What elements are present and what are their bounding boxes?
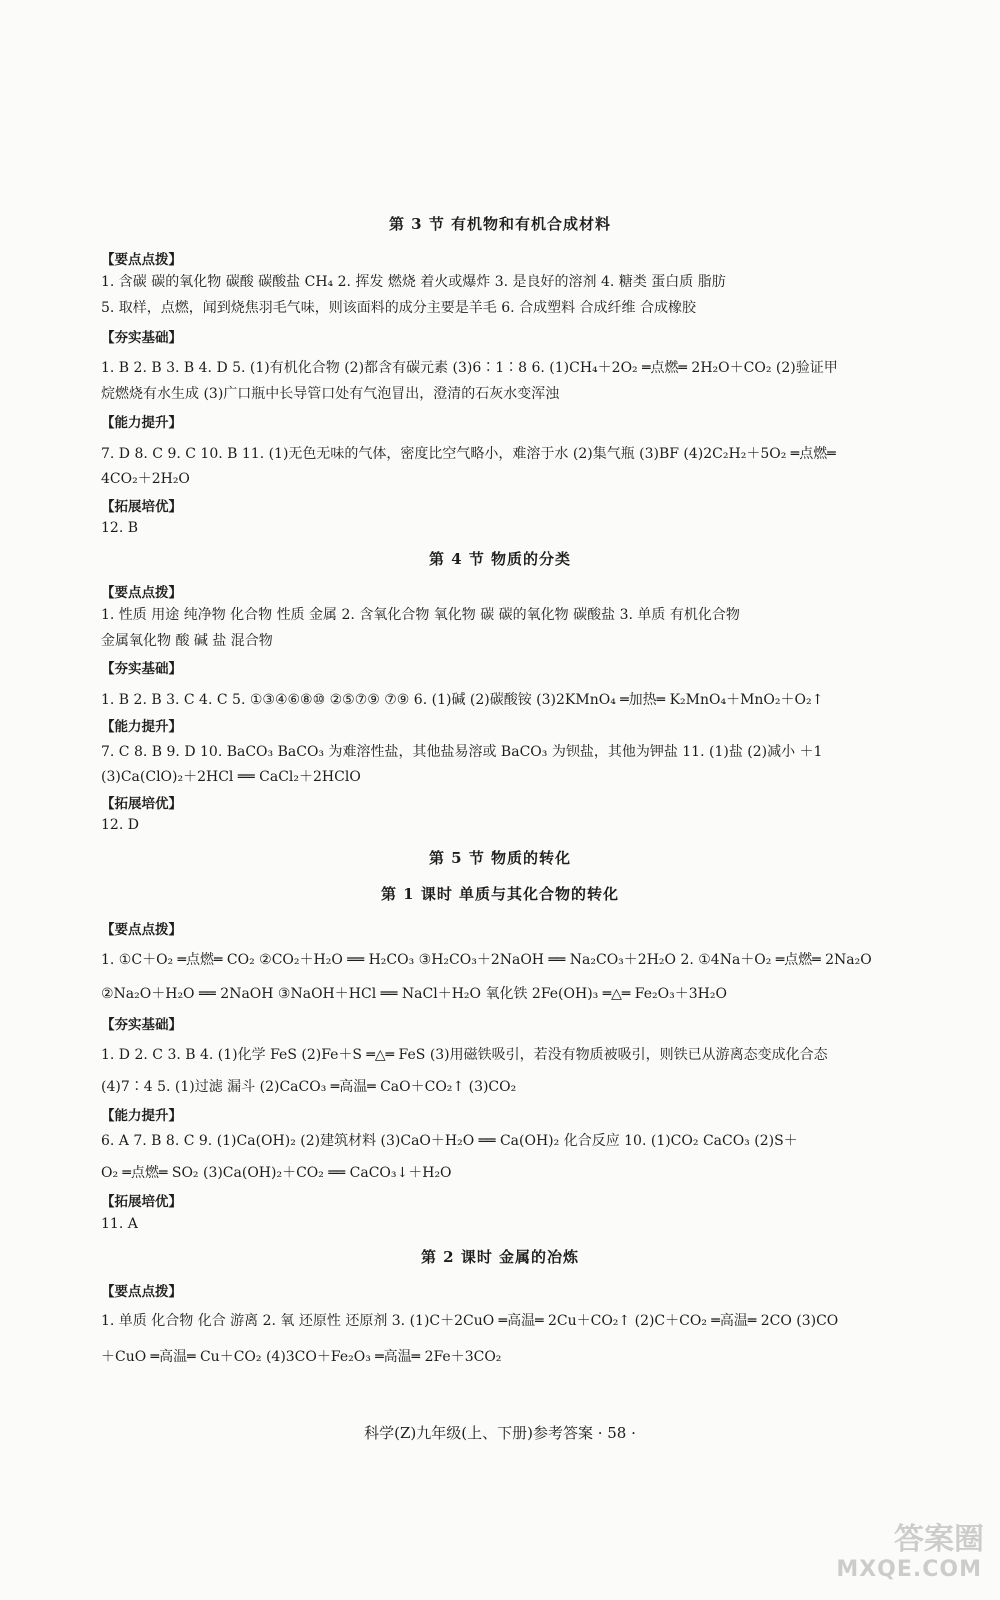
c1-line-1: 1. ①C＋O₂ ═点燃═ CO₂ ②CO₂＋H₂O ══ H₂CO₃ ③H₂CO₃＋2NaOH ══ Na₂CO₃＋2H₂O 2. ①4Na＋O₂ ═点燃═ 2Na₂O (101, 952, 872, 968)
s3-line-5: 7. D 8. C 9. C 10. B 11. (1)无色无味的气体，密度比空气略小，难溶于水 (2)集气瓶 (3)BF (4)2C₂H₂＋5O₂ ═点燃═ (101, 446, 836, 462)
s3-tag-key-points: 【要点点拨】 (101, 252, 182, 268)
section-3-title: 第 3 节 有机物和有机合成材料 (388, 215, 612, 233)
s4-line-2: 金属氧化物 酸 碱 盐 混合物 (101, 633, 273, 649)
c2-line-2: ＋CuO ═高温═ Cu＋CO₂ (4)3CO＋Fe₂O₃ ═高温═ 2Fe＋3CO₂ (101, 1349, 502, 1365)
c1-line-7: 11. A (101, 1216, 138, 1232)
s3-line-6: 4CO₂＋2H₂O (101, 471, 190, 487)
c1-line-4: (4)7∶4 5. (1)过滤 漏斗 (2)CaCO₃ ═高温═ CaO＋CO₂↑ (3)CO₂ (101, 1079, 517, 1095)
s3-line-2: 5. 取样，点燃，闻到烧焦羽毛气味，则该面料的成分主要是羊毛 6. 合成塑料 合成纤维 合成橡胶 (101, 300, 696, 316)
c2-line-1: 1. 单质 化合物 化合 游离 2. 氧 还原性 还原剂 3. (1)C＋2CuO ═高温═ 2Cu＋CO₂↑ (2)C＋CO₂ ═高温═ 2CO (3)CO (101, 1313, 839, 1329)
section-4-title: 第 4 节 物质的分类 (428, 550, 572, 568)
s4-line-4: 7. C 8. B 9. D 10. BaCO₃ BaCO₃ 为难溶性盐，其他盐易溶或 BaCO₃ 为钡盐，其他为钾盐 11. (1)盐 (2)减小 ＋1 (101, 744, 823, 760)
s3-tag-basics: 【夯实基础】 (101, 330, 182, 346)
lesson-2-title: 第 2 课时 金属的冶炼 (420, 1248, 580, 1266)
c1-line-5: 6. A 7. B 8. C 9. (1)Ca(OH)₂ (2)建筑材料 (3)CaO＋H₂O ══ Ca(OH)₂ 化合反应 10. (1)CO₂ CaCO₃ (2)S＋ (101, 1133, 798, 1149)
s4-tag-extension: 【拓展培优】 (101, 796, 182, 812)
watermark-bottom-text: MXQE.COM (836, 1557, 982, 1582)
c1-line-6: O₂ ═点燃═ SO₂ (3)Ca(OH)₂＋CO₂ ══ CaCO₃↓＋H₂O (101, 1165, 452, 1181)
s3-line-1: 1. 含碳 碳的氧化物 碳酸 碳酸盐 CH₄ 2. 挥发 燃烧 着火或爆炸 3. 是良好的溶剂 4. 糖类 蛋白质 脂肪 (101, 274, 726, 290)
s3-line-3: 1. B 2. B 3. B 4. D 5. (1)有机化合物 (2)都含有碳元素 (3)6∶1∶8 6. (1)CH₄＋2O₂ ═点燃═ 2H₂O＋CO₂ (2)验证甲 (101, 360, 838, 376)
c1-tag-key-points: 【要点点拨】 (101, 922, 182, 938)
s4-tag-basics: 【夯实基础】 (101, 661, 182, 677)
s4-line-1: 1. 性质 用途 纯净物 化合物 性质 金属 2. 含氧化合物 氧化物 碳 碳的氧化物 碳酸盐 3. 单质 有机化合物 (101, 607, 740, 623)
s3-line-7: 12. B (101, 520, 139, 536)
s4-tag-ability: 【能力提升】 (101, 719, 182, 735)
c1-line-2: ②Na₂O＋H₂O ══ 2NaOH ③NaOH＋HCl ══ NaCl＋H₂O 氧化铁 2Fe(OH)₃ ═△═ Fe₂O₃＋3H₂O (101, 986, 727, 1002)
s4-line-3: 1. B 2. B 3. C 4. C 5. ①③④⑥⑧⑩ ②⑤⑦⑨ ⑦⑨ 6. (1)碱 (2)碳酸铵 (3)2KMnO₄ ═加热═ K₂MnO₄＋MnO₂＋O₂↑ (101, 692, 824, 708)
s4-line-5: (3)Ca(ClO)₂＋2HCl ══ CaCl₂＋2HClO (101, 769, 361, 785)
s4-tag-key-points: 【要点点拨】 (101, 585, 182, 601)
s4-line-6: 12. D (101, 817, 139, 833)
s3-line-4: 烷燃烧有水生成 (3)广口瓶中长导管口处有气泡冒出，澄清的石灰水变浑浊 (101, 386, 560, 402)
c1-tag-basics: 【夯实基础】 (101, 1017, 182, 1033)
s3-tag-ability: 【能力提升】 (101, 415, 182, 431)
watermark-logo (818, 1512, 988, 1582)
c1-tag-extension: 【拓展培优】 (101, 1194, 182, 1210)
watermark-top-text: 答案圈 (894, 1522, 984, 1557)
section-5-title: 第 5 节 物质的转化 (428, 849, 572, 867)
lesson-1-title: 第 1 课时 单质与其化合物的转化 (380, 885, 620, 903)
c2-tag-key-points: 【要点点拨】 (101, 1284, 182, 1300)
c1-line-3: 1. D 2. C 3. B 4. (1)化学 FeS (2)Fe＋S ═△═ FeS (3)用磁铁吸引，若没有物质被吸引，则铁已从游离态变成化合态 (101, 1047, 828, 1063)
c1-tag-ability: 【能力提升】 (101, 1108, 182, 1124)
s3-tag-extension: 【拓展培优】 (101, 499, 182, 515)
page-footer: 科学(Z)九年级(上、下册)参考答案 · 58 · (364, 1424, 636, 1442)
